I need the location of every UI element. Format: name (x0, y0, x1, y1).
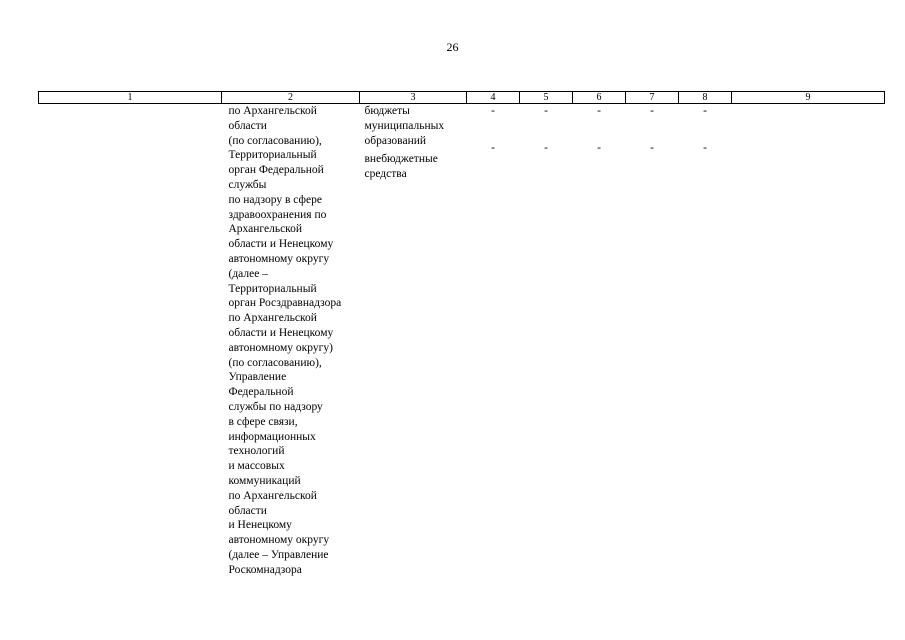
column-header-7: 7 (626, 92, 679, 104)
cell-col4 (467, 104, 520, 578)
executor-line: (по согласованию), (228, 134, 322, 147)
executor-line: по Архангельской (228, 105, 317, 117)
executor-line: здравоохранения по (228, 208, 327, 221)
value-municipal-col6: - (597, 105, 601, 117)
column-header-5: 5 (520, 92, 573, 104)
funding-source-line: средства (364, 168, 407, 181)
executor-line: Архангельской (228, 223, 303, 236)
executor-line: технологий (228, 445, 285, 458)
cell-col1 (39, 104, 222, 578)
cell-col8 (679, 104, 732, 578)
executor-line: (далее – (228, 267, 268, 280)
executor-line: Территориальный (228, 149, 317, 162)
executor-line: информационных (228, 430, 316, 443)
value-extrabudget-col4: - (491, 141, 495, 154)
executor-line: службы по надзору (228, 400, 323, 413)
executor-line: автономному округу) (228, 341, 333, 354)
executor-line: службы (228, 178, 267, 191)
executor-line: области (228, 504, 267, 517)
executor-line: области и Ненецкому (228, 326, 334, 339)
executor-line: по Архангельской (228, 489, 317, 502)
funding-source-line: внебюджетные (364, 153, 438, 166)
funding-source-line: образований (364, 134, 427, 147)
column-header-1: 1 (39, 92, 222, 104)
value-extrabudget-col7: - (650, 141, 654, 154)
executor-line: орган Росздравнадзора (228, 297, 342, 310)
cell-col7 (626, 104, 679, 578)
cell-col6 (573, 104, 626, 578)
executor-line: автономному округу (228, 252, 330, 265)
executor-line: области (228, 119, 267, 132)
value-extrabudget-col5: - (544, 141, 548, 154)
executor-line: (далее – Управление (228, 548, 329, 561)
executor-line: по Архангельской (228, 312, 317, 325)
table-header-row (39, 92, 885, 104)
column-header-9: 9 (732, 92, 885, 104)
value-municipal-col4: - (491, 105, 495, 117)
executor-line: Управление (228, 371, 287, 384)
executor-line: (по согласованию), (228, 356, 322, 369)
executor-line: орган Федеральной (228, 164, 324, 177)
funding-source (365, 104, 467, 148)
executor-line: Федеральной (228, 386, 294, 399)
value-municipal-col8: - (703, 105, 707, 117)
executor-line: коммуникаций (228, 474, 301, 487)
cell-executors (222, 104, 360, 578)
executor-line: и массовых (228, 460, 285, 473)
page-number: 26 (446, 40, 459, 54)
table-row (39, 104, 885, 578)
value-municipal-col5: - (544, 105, 548, 117)
executor-line: в сфере связи, (228, 415, 298, 428)
document-table (38, 91, 885, 578)
executor-line: Территориальный (228, 282, 317, 295)
value-municipal-col7: - (650, 105, 654, 117)
cell-col9 (732, 104, 885, 578)
column-header-4: 4 (467, 92, 520, 104)
executor-line: автономному округу (228, 534, 330, 547)
executor-line: и Ненецкому (228, 519, 292, 532)
executor-line: области и Ненецкому (228, 238, 334, 251)
column-header-6: 6 (573, 92, 626, 104)
funding-source-line: муниципальных (364, 119, 445, 132)
executor-line: по надзору в сфере (228, 193, 322, 206)
column-header-3: 3 (360, 92, 467, 104)
column-header-2: 2 (222, 92, 360, 104)
funding-source (365, 152, 467, 182)
cell-col5 (520, 104, 573, 578)
cell-funding-sources (360, 104, 467, 578)
value-extrabudget-col6: - (597, 141, 601, 154)
value-extrabudget-col8: - (703, 141, 707, 154)
executor-line: Роскомнадзора (228, 563, 302, 576)
funding-source-line: бюджеты (364, 105, 410, 117)
column-header-8: 8 (679, 92, 732, 104)
